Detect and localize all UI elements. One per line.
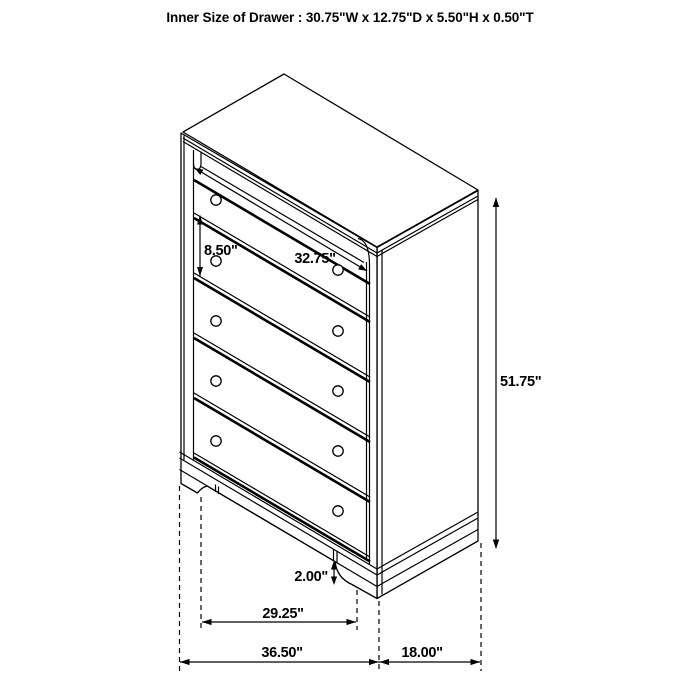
dim-foot-spacing [202, 606, 356, 625]
dim-label-drawer-width: 32.75" [294, 251, 336, 267]
dim-cutout-height [294, 561, 337, 585]
arrowhead [380, 659, 390, 665]
drawer-knob [333, 506, 343, 516]
dim-label-overall-height: 51.75" [500, 374, 542, 390]
drawer-knob [211, 316, 221, 326]
dim-overall-height [493, 198, 542, 550]
drawer-knob [333, 386, 343, 396]
arrowhead [493, 198, 499, 208]
drawer-knob [211, 436, 221, 446]
dim-label-overall-depth: 18.00" [401, 645, 443, 661]
chest-drawing [180, 74, 479, 599]
dim-label-foot-spacing: 29.25" [262, 606, 304, 622]
arrowhead [493, 540, 499, 550]
arrowhead [202, 619, 212, 625]
page-title: Inner Size of Drawer : 30.75"W x 12.75"D x 5.50"H x 0.50"T [166, 10, 534, 25]
drawer-knob [211, 195, 221, 205]
dim-label-overall-width: 36.50" [261, 645, 303, 661]
arrowhead [180, 659, 190, 665]
arrowhead [471, 659, 481, 665]
dim-label-drawer-height: 8.50" [204, 243, 238, 259]
arrowhead [369, 659, 379, 665]
dim-label-cutout-height: 2.00" [294, 569, 328, 585]
drawer-knob [333, 446, 343, 456]
drawer-knob [211, 376, 221, 386]
arrowhead [331, 577, 337, 586]
arrowhead [347, 619, 357, 625]
drawer-knob [333, 326, 343, 336]
side-face [377, 191, 478, 599]
